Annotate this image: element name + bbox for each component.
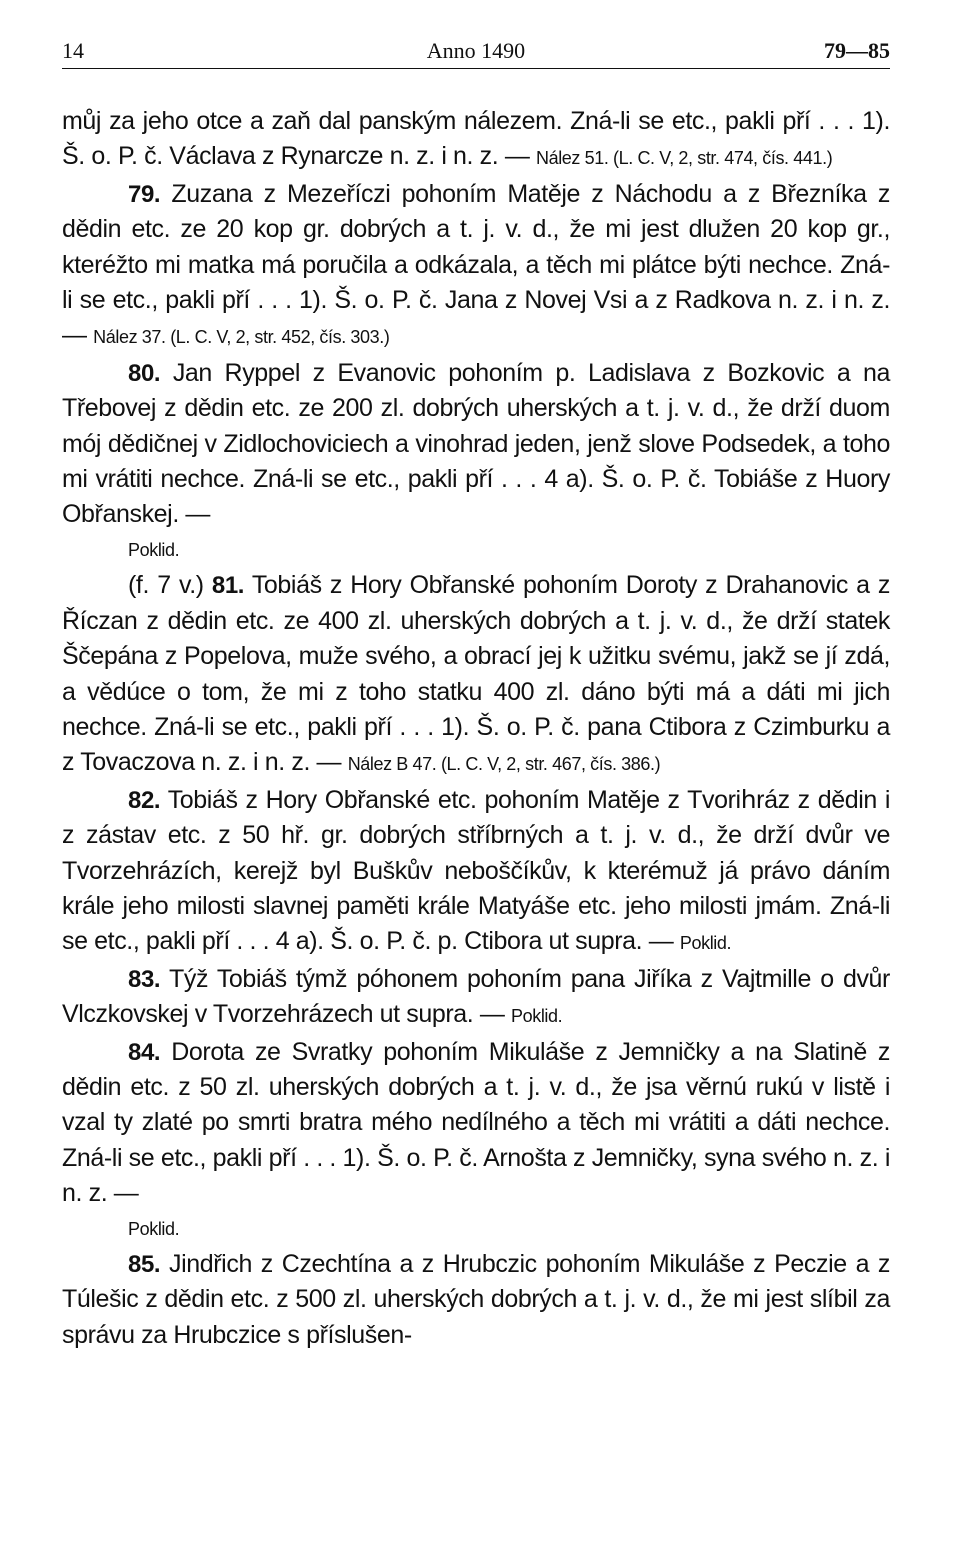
entry-84 bbox=[62, 1035, 890, 1247]
entry-text: Týž Tobiáš týmž póhonem pohoním pana Jiříka z Vajtmille o dvůr Vlczkovskej v Tvorzehrázech ut supra. — bbox=[62, 964, 890, 1029]
folio-reference: (f. 7 v.) bbox=[128, 571, 204, 600]
entry-range: 79—85 bbox=[824, 38, 890, 63]
entry-source: Poklid. bbox=[679, 933, 732, 954]
entry-text: Jindřich z Czechtína a z Hrubczic pohoním Mikuláše z Peczie a z Túlešic z dědin etc. z 500 zl. uherských dobrých a t. j. v. d., že mi jest slíbil za správu za Hrubczice s příslušen- bbox=[62, 1250, 890, 1349]
entry-number: 84. bbox=[128, 1038, 161, 1066]
entry-81 bbox=[62, 568, 890, 782]
entry-source: Poklid. bbox=[511, 1006, 563, 1027]
entry-number: 81. bbox=[211, 572, 245, 600]
entry-number: 82. bbox=[128, 786, 161, 814]
entry-number: 83. bbox=[128, 965, 161, 993]
entry-79 bbox=[62, 177, 890, 356]
entry-text: Tobiáš z Hory Obřanské etc. pohoním Matěje z Tvoriհráz z dědin i z zástav etc. z 50 hř. gr. dobrých stříbrných a t. j. v. d., že drží dvůr ve Tvorzehrázích, kerejž byl Buškův neboščíkův, k kterémuž já právo dáním krále jeho milosti slavnej paměti krále Matyáše etc. jeho milosti jmám. Zná-li se etc., pakli pří . . . 4 a). Š. o. P. č. p. Ctibora ut supra. — bbox=[62, 785, 890, 956]
entry-text: Dorota ze Svratky pohoním Mikuláše z Jemničky a na Slatině z dědin etc. z 50 zl. uherských dobrých a t. j. v. d., že jsa věrnú rukú v listě i vzal ty zlaté po smrti bratra mého nedílného a těch mi vrátiti a dáti nechce. Zná-li se etc., pakli pří . . . 1). Š. o. P. č. Arnošta z Jemničky, syna svého n. z. i n. z. — bbox=[62, 1037, 890, 1208]
entry-82 bbox=[62, 783, 890, 962]
entry-text: můj za jeho otce a zaň dal panským nálezem. Zná-li se etc., pakli pří . . . 1). Š. o. P. č. Václava z Rynarcze n. z. i n. z. — bbox=[62, 107, 890, 171]
entry-continuation bbox=[62, 104, 890, 177]
entry-text: Tobiáš z Hory Obřanské pohoním Doroty z Drahanovic a z Říczan z dědin etc. ze 400 zl. uherských dobrých a t. j. v. d., že drží statek Ščepána z Popelova, muže svého, a obrací jej k užitku svému, jakž se jí zdá, a vědúce o tom, že mi z toho statku 400 zl. dáno býti má a dáti mi jich nechce. Zná-li se etc., pakli pří . . . 1). Š. o. P. č. pana Ctibora z Czimburku a z Tovaczova n. z. i n. z. — bbox=[62, 571, 890, 777]
running-header bbox=[62, 34, 890, 69]
page-number: 14 bbox=[62, 38, 84, 63]
page-body bbox=[62, 104, 890, 1353]
entry-80 bbox=[62, 356, 890, 568]
entry-number: 80. bbox=[128, 359, 161, 387]
entry-85 bbox=[62, 1247, 890, 1353]
entry-source: Nález B 47. (L. C. V, 2, str. 467, čís. 386.) bbox=[347, 754, 661, 775]
entry-83 bbox=[62, 962, 890, 1035]
entry-source: Poklid. bbox=[128, 1218, 180, 1239]
entry-source: Nález 51. (L. C. V, 2, str. 474, čís. 441.) bbox=[536, 148, 833, 169]
running-title: Anno 1490 bbox=[426, 38, 526, 63]
entry-number: 79. bbox=[128, 180, 161, 208]
entry-number: 85. bbox=[128, 1251, 161, 1278]
entry-text: Zuzana z Mezeříczi pohoním Matěje z Náchodu a z Březníka z dědin etc. ze 20 kop gr. dobrých a t. j. v. d., že mi jest dlužen 20 kop gr., kteréžto mi matka má poručila a odkázala, a těch mi plátce býti nechce. Zná-li se etc., pakli pří . . . 1). Š. o. P. č. Jana z Novej Vsi a z Radkova n. z. i n. z. — bbox=[62, 179, 890, 350]
entry-text: Jan Ryppel z Evanovic pohoním p. Ladislava z Bozkovic a na Třebovej z dědin etc. ze 200 zl. dobrých uherských a t. j. v. d., že drží duom mój dědičnej v Zidlochoviciech a vinohrad jeden, jenž slove Podsedek, a toho mi vrátiti nechce. Zná-li se etc., pakli pří . . . 4 a). Š. o. P. č. Tobiáše z Huory Obřanskej. — bbox=[62, 358, 891, 529]
entry-source: Poklid. bbox=[128, 539, 180, 560]
entry-source: Nález 37. (L. C. V, 2, str. 452, čís. 303.) bbox=[93, 327, 390, 348]
